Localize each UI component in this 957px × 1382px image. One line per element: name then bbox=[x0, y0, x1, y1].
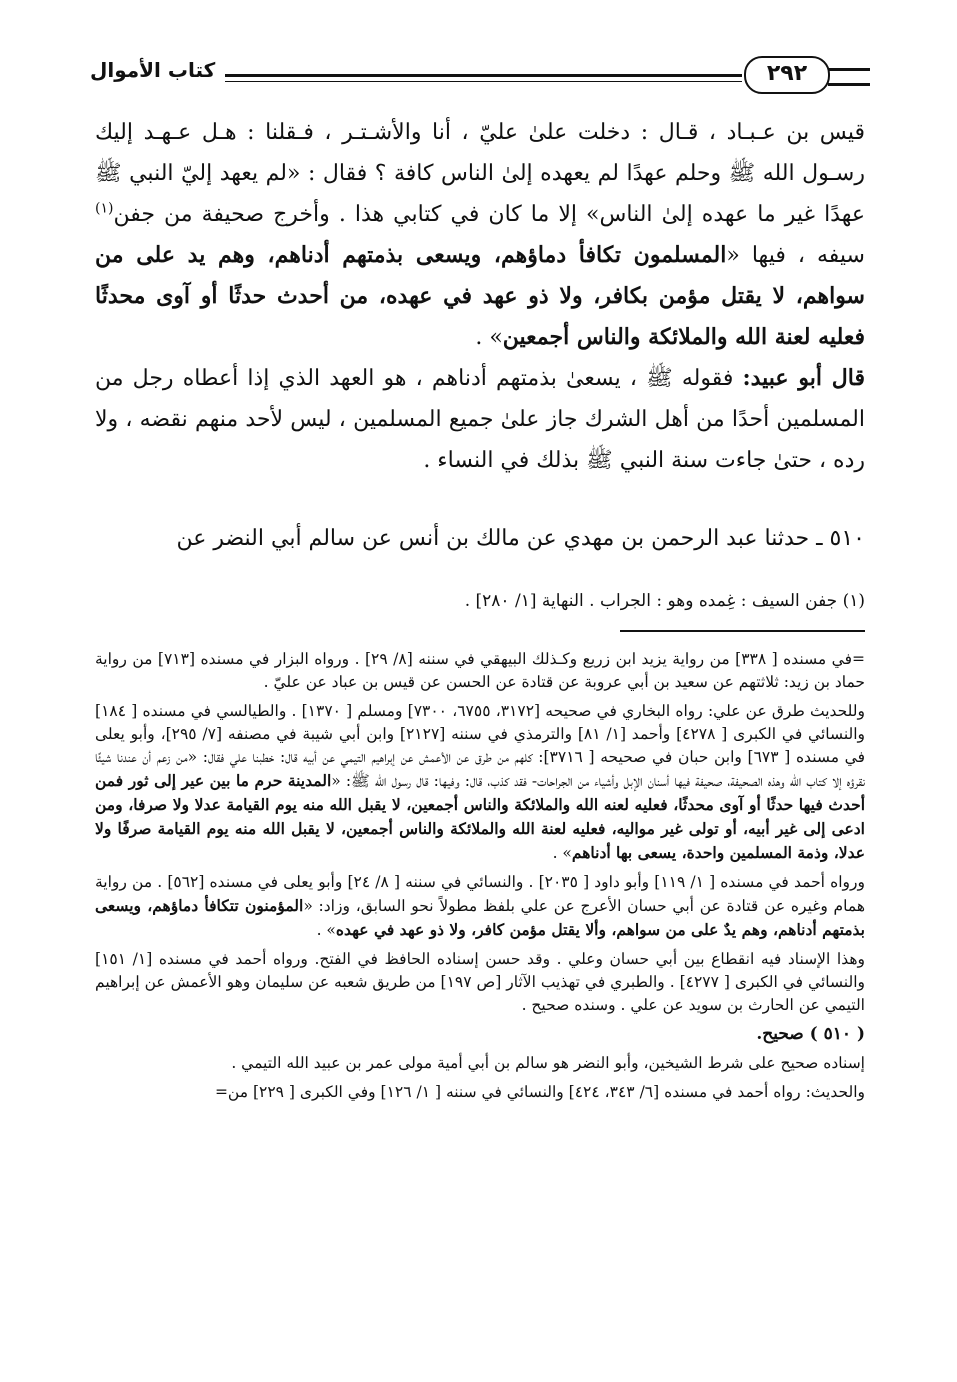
main-text bbox=[95, 112, 865, 358]
note-paragraph: والحديث: رواه أحمد في مسنده [٦/ ٣٤٣، ٤٢٤] والنسائي في سننه [ ١/ ١٢٦] وفي الكبرى [ ٢٢٩] من= bbox=[214, 1083, 865, 1101]
main-text-3 bbox=[95, 518, 865, 559]
text-segment: ورواه أحمد في مسنده [ ١/ ١١٩] وأبو داود [ ٢٠٣٥] . والنسائي في سننه [ ٨/ ٢٤] وأبو يعلى في مسنده [٥٦٢] . من رواية همام وغيره عن قتادة عن أبي حسان الأعرج عن علي بلفظ مطولاً نحو السابق، وزاد: « bbox=[95, 873, 865, 915]
book-title: كتاب الأموال bbox=[90, 58, 216, 82]
paragraph-abu-ubaid bbox=[95, 358, 865, 481]
text-segment: وللحديث طرق عن علي: رواه البخاري في صحيحه [٣١٧٢، ٦٧٥٥، ٧٣٠٠] ومسلم [ ١٣٧٠] . والطيالسي في مسنده [ ١٨٤] والنسائي في الكبرى [ ٤٢٧٨] وأحمد [١/ ٨١] والترمذي في سننه [٢١٢٧] وابن أبي شيبة في مصنفه [٧/ ٢٩٥]، وأبو يعلى في مسنده [ ٦٧٣] وابن حبان في صحيحه [ ٣٧١٦]: كلهم من طرق عن الأعمش عن إبراهيم التيمي عن أبيه قال: خطبنا علي فقال: «من زعم أن عندنا شيئًا نقرؤه إلا كتاب الله وهذه الصحيفة، صحيفة فيها أسنان الإبل وأشياء من الجراحات- فقد كذب، قال: وفيها: قال رسول الله ﷺ: « bbox=[95, 702, 866, 790]
text-segment: فقوله ﷺ ، يسعىٰ بذمتهم أدناهم ، هو العهد الذي إذا أعطاه رجل من المسلمين أحدًا من أهل الشرك جاز علىٰ جميع المسلمين ، ليس لأحد منهم نقضه ، ولا رده ، حتىٰ جاءت سنة النبي ﷺ بذلك في النساء . bbox=[95, 366, 865, 473]
hadith-quote: المسلمون تكافأ دماؤهم، ويسعى بذمتهم أدناهم، وهم يد على من سواهم، لا يقتل مؤمن بكافر، ولا ذو عهد في عهده، من أحدث حدثًا أو آوى محدثًا فعليه لعنة الله والملائكة والناس أجمعين bbox=[95, 242, 865, 350]
text-segment: » . bbox=[475, 325, 503, 350]
speaker-label: قال أبو عبيد: bbox=[742, 365, 865, 391]
page-header bbox=[80, 56, 870, 96]
footnote-separator bbox=[620, 630, 865, 632]
hadith-quote: المؤمنون تتكافأ دماؤهم، ويسعى بذمتهم أدناهم، وهم يدٌ على من سواهم، وألا يقتل مؤمن كافر، ولا ذو عهد في عهده bbox=[95, 896, 865, 939]
text-segment: » . bbox=[552, 844, 572, 862]
header-rule bbox=[225, 74, 742, 82]
text-segment: » . bbox=[316, 921, 336, 939]
paragraph-hadith-qays bbox=[95, 112, 865, 358]
main-text-2 bbox=[95, 358, 865, 481]
note-paragraph: وهذا الإسناد فيه انقطاع بين أبي حسان وعلي . وقد حسن إسناده الحافظ في الفتح. ورواه أحمد في مسنده [١/ ١٥١] والنسائي في الكبرى [ ٤٢٧٧] . والطبري في تهذيب الآثار [ص ١٩٧] من طريق شعبه عن سليمان وهو الأعمش عن إبراهيم التيمي عن الحارث بن سويد عن علي . وسنده صحيح . bbox=[95, 950, 866, 1014]
text-segment: قيس بن عـبـاد ، قـال : دخلت علىٰ عليّ ، أنا والأشـتـر ، فـقلنا : هـل عـهـد إليك رسـول الله ﷺ وحلم عهدًا لم يعهده إلىٰ الناس كافة ؟ فقال : «لم يعهد إليّ النبي ﷺ عهدًا غير ما عهده إلىٰ الناس» إلا ما كان في كتابي هذا . وأخرج صحيفة من جفن bbox=[95, 120, 865, 227]
page-number: ٢٩٢ bbox=[744, 56, 830, 94]
header-ornament bbox=[828, 68, 870, 86]
note-paragraph: =في مسنده [ ٣٣٨] من رواية يزيد ابن زريع وكـذلك البيهقي في سننه [٨/ ٢٩] . ورواه البزار في مسنده [٧١٣] من رواية حماد بن زيد: ثلاثتهم عن سعيد بن أبي عروبة عن قتادة عن الحسن عن قيس بن عباد عن عليّ . bbox=[95, 650, 865, 691]
paragraph-hadith-510: ٥١٠ ـ حدثنا عبد الرحمن بن مهدي عن مالك بن أنس عن سالم أبي النضر عن bbox=[176, 526, 865, 551]
note-paragraph bbox=[95, 871, 865, 942]
note-paragraph bbox=[95, 700, 865, 865]
note-paragraph: إسناده صحيح على شرط الشيخين، وأبو النضر هو سالم بن أبي أمية مولى عمر بن عبيد الله التيمي . bbox=[231, 1054, 865, 1072]
text-segment: سيفه ، فيها « bbox=[726, 243, 865, 268]
notes-section bbox=[95, 648, 865, 1110]
hadith-quote: المدينة حرم ما بين عير إلى ثور فمن أحدث فيها حدثًا أو آوى محدثًا، فعليه لعنه الله والملائكة والناس أجمعين، لا يقبل الله منه يوم القيامة عدلا ولا صرفا، ومن ادعى إلى غير أبيه، أو تولى غير مواليه، فعليه لعنة الله والملائكة والناس أجمعين، لا يقبل الله منه يوم القيامة صرفًا ولا عدلا، وذمة المسلمين واحدة، يسعى بها أدناهم bbox=[95, 771, 865, 862]
footnote: (١) جفن السيف : غِمده وهو : الجراب . النهاية [١/ ٢٨٠] . bbox=[464, 591, 865, 611]
note-heading: ( ٥١٠ ) صحيح. bbox=[756, 1024, 865, 1044]
footnote-ref: (١) bbox=[95, 200, 114, 217]
